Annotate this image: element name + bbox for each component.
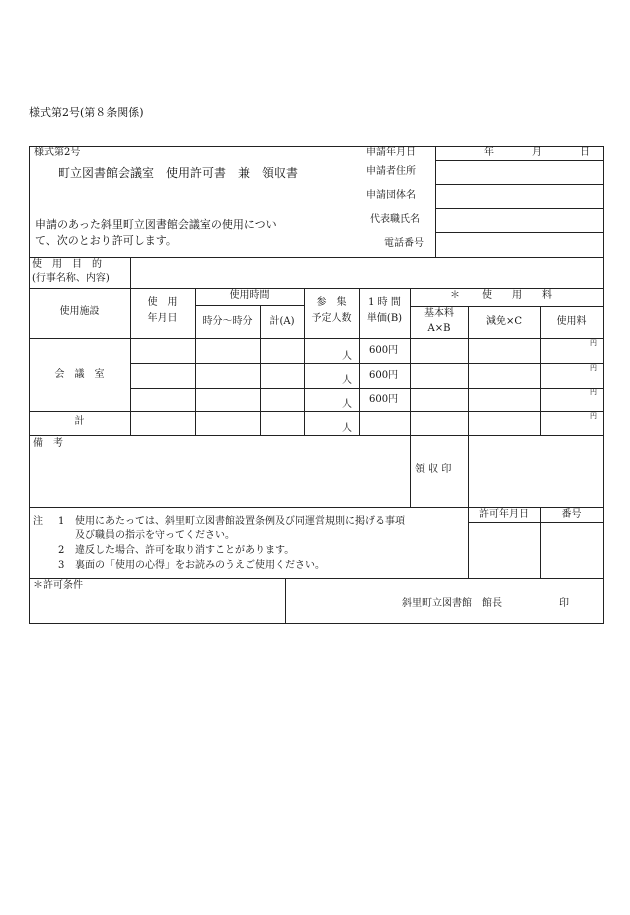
use-time-header: 使用時間 — [229, 290, 270, 301]
receipt-seal-label: 領 収 印 — [415, 464, 452, 475]
yen-unit: 円 — [590, 412, 597, 420]
date-day-label: 日 — [580, 147, 590, 158]
statement-line1: 申請のあった斜里町立図書館会議室の使用につい — [35, 218, 277, 231]
use-date-header-sub: 年月日 — [147, 313, 178, 324]
note-2-number: 2 — [58, 545, 65, 556]
applicant-address-label: 申請者住所 — [366, 166, 416, 177]
representative-label: 代表職氏名 — [370, 214, 420, 225]
hourly-rate-header-sub: 単価(B) — [366, 313, 403, 324]
note-3-number: 3 — [58, 560, 65, 571]
permit-date-label: 許可年月日 — [479, 509, 529, 520]
hourly-rate-header: 1 時 間 — [368, 297, 401, 308]
number-label: 番号 — [561, 509, 582, 520]
remarks-label: 備 考 — [33, 438, 63, 449]
form-number: 様式第2号 — [34, 147, 81, 158]
note-1-number: 1 — [58, 516, 65, 527]
seal-label: 印 — [559, 598, 569, 609]
purpose-label: 使 用 目 的 — [32, 259, 102, 270]
unit-price: 600円 — [369, 394, 399, 405]
date-month-label: 月 — [532, 147, 542, 158]
form-title: 町立図書館会議室 使用許可書 兼 領収書 — [58, 166, 299, 180]
total-a-header: 計(A) — [269, 316, 295, 327]
facility-header: 使用施設 — [59, 306, 100, 317]
issuer-label: 斜里町立図書館 館長 — [402, 598, 502, 609]
person-unit: 人 — [342, 351, 352, 362]
form-reference: 様式第2号(第８条関係) — [29, 106, 144, 119]
yen-unit: 円 — [590, 364, 597, 372]
application-date-label: 申請年月日 — [366, 147, 416, 158]
statement-line2: て、次のとおり許可します。 — [35, 234, 177, 247]
unit-price: 600円 — [369, 345, 399, 356]
fee-header: 使 用 料 — [482, 290, 552, 301]
basic-fee-formula: A×B — [427, 323, 451, 334]
fee-star-mark: ＊ — [450, 290, 460, 301]
time-range-header: 時分～時分 — [202, 316, 253, 327]
usage-fee-header: 使用料 — [556, 316, 587, 327]
permit-conditions-label: ＊許可条件 — [33, 580, 83, 591]
note-prefix: 注 — [33, 516, 43, 527]
use-date-header: 使 用 — [147, 297, 178, 308]
total-row-label: 計 — [74, 416, 85, 427]
note-2: 違反した場合、許可を取り消すことがあります。 — [75, 545, 295, 556]
note-1-line2: 及び職員の指示を守ってください。 — [75, 530, 235, 541]
group-name-label: 申請団体名 — [366, 190, 416, 201]
phone-label: 電話番号 — [384, 238, 424, 249]
room-label: 会 議 室 — [54, 369, 105, 380]
person-unit: 人 — [342, 423, 352, 434]
attendees-header-sub: 予定人数 — [311, 313, 352, 324]
unit-price: 600円 — [369, 370, 399, 381]
reduction-header: 減免×C — [485, 316, 523, 327]
date-year-label: 年 — [484, 147, 494, 158]
yen-unit: 円 — [590, 339, 597, 347]
basic-fee-header: 基本料 — [424, 308, 454, 319]
purpose-label-sub: (行事名称、内容) — [32, 273, 110, 284]
note-3: 裏面の「使用の心得」をお読みのうえご使用ください。 — [75, 560, 325, 571]
attendees-header: 参 集 — [316, 297, 347, 308]
note-1-line1: 使用にあたっては、斜里町立図書館設置条例及び同運営規則に掲げる事項 — [75, 516, 405, 527]
yen-unit: 円 — [590, 388, 597, 396]
person-unit: 人 — [342, 375, 352, 386]
person-unit: 人 — [342, 399, 352, 410]
